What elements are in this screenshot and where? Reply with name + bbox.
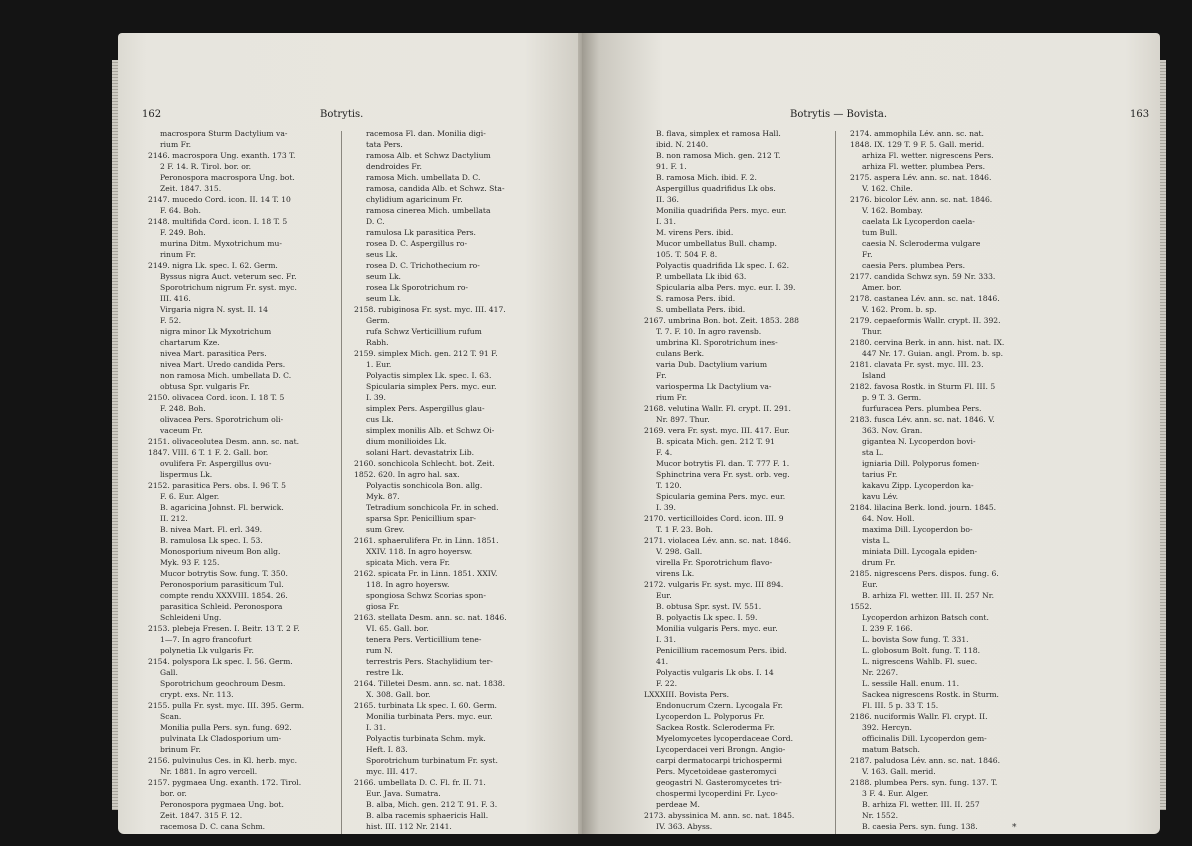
text-line: Peronosporium parasiticum Tul. <box>160 580 284 589</box>
text-line: B. obtusa Spr. syst. IV. 551. <box>656 602 762 611</box>
text-line: L. sessile Hall. enum. 11. <box>862 679 960 688</box>
text-line: B. arhiza Fl. wetter. III. II. 257 Nr. <box>862 591 994 600</box>
text-line: 2186. nuciformis Wallr. Fl. crypt. II. <box>850 712 988 721</box>
text-line: miniata Dill. Lycogala epiden- <box>862 547 978 556</box>
text-line: Peronospora macrospora Ung. bot. <box>160 173 295 182</box>
text-line: cus Lk. <box>366 415 394 424</box>
text-line: bor. or. <box>160 789 187 798</box>
text-line: Penicillium racemosum Pers. ibid. <box>656 646 787 655</box>
text-line: Polyactis vulgaris Lk obs. I. 14 <box>656 668 774 677</box>
text-line: X. 308. Gall. bor. <box>366 690 431 699</box>
text-line: simplex Pers. Aspergillus glau- <box>366 404 485 413</box>
text-line: lispermus Lk. <box>160 470 213 479</box>
text-line: Lycoperdon arhizon Batsch cont. <box>862 613 989 622</box>
text-line: 2183. fusca Lév. ann. sc. nat. 1846. V. <box>850 415 995 424</box>
text-line: Fr. <box>656 371 667 380</box>
column-rule <box>341 131 342 834</box>
text-line: Lycoperdacei veri Brongn. Angio- <box>656 745 786 754</box>
text-line: 2161. sphaerulifera Fr. in Linn. 1851. <box>354 536 499 545</box>
text-line: II. 212. <box>160 514 188 523</box>
text-line: sparsa Spr. Penicillium spar- <box>366 514 476 523</box>
text-line: Peronospora pygmaea Ung. bot. <box>160 800 284 809</box>
text-line: L. nigrescens Wahlb. Fl. suec. <box>862 657 978 666</box>
right-column-2 <box>850 128 1026 832</box>
right-column-1 <box>644 128 820 832</box>
text-line: 2164. Tilletei Desm. ann. sc. nat. 1838. <box>354 679 506 688</box>
text-line: Eur. <box>656 591 672 600</box>
text-line: simplex monilis Alb. et Schwz Oi- <box>366 426 495 435</box>
text-line: Sphinctrina vera Fr. syst. orb. veg. <box>656 470 790 479</box>
text-line: caesia Pers. plumbea Pers. <box>862 261 966 270</box>
text-line: F. 249. Boh. <box>160 228 206 237</box>
text-line: arhiza Fl. wetter. plumbea Pers. <box>862 162 986 171</box>
text-line: F. 248. Boh. <box>160 404 206 413</box>
text-line: 1—7. In agro francofurt <box>160 635 252 644</box>
text-line: rufa Schwz Verticillium rufum <box>366 327 482 336</box>
text-line: 2151. olivaceolutea Desm. ann. sc. nat. <box>148 437 300 446</box>
text-line: Polyactis simplex Lk. spec. I. 63. <box>366 371 492 380</box>
text-line: Pers. Mycetoideae gasteromyci <box>656 767 777 776</box>
text-line: Monilia pulla Pers. syn. fung. 692. <box>160 723 292 732</box>
text-line: Aspergillus quadrifidus Lk obs. <box>656 184 776 193</box>
text-line: I. 239 F. 166. <box>862 624 913 633</box>
text-line: vaceum Fr. <box>160 426 203 435</box>
text-line: Myk. 93 F. 125. <box>160 558 220 567</box>
text-line: F. 4. <box>656 448 673 457</box>
text-line: nivea Mart. Uredo candida Pers. <box>160 360 286 369</box>
text-line: nigra minor Lk Myxotrichum <box>160 327 272 336</box>
text-line: 41. <box>656 657 669 666</box>
text-line: Myk. 87. <box>366 492 400 501</box>
text-line: Mucor botrytis Fl. dan. T. 777 F. 1. <box>656 459 790 468</box>
text-line: 447 Nr. 17. Guian. angl. Prom. b. sp. <box>862 349 1004 358</box>
text-line: caesia N. Scleroderma vulgare <box>862 239 981 248</box>
text-line: ramosa Alb. et Schwz Dactylium <box>366 151 491 160</box>
text-line: Island <box>862 371 886 380</box>
text-line: 2188. plumbea Pers. syn. fung. 137. T. <box>850 778 998 787</box>
text-line: Heft. I. 83. <box>366 745 408 754</box>
text-line: compte rendu XXXVIII. 1854. 26. <box>160 591 288 600</box>
text-line: 2169. vera Fr. syst. myc. III. 417. Eur. <box>644 426 790 435</box>
text-line: Endonucrum Czern. Lycogala Fr. <box>656 701 783 710</box>
text-line: caelata Lk Lycoperdon caela- <box>862 217 975 226</box>
text-line: non ramosa Mich. umbellata D. C. <box>160 371 292 380</box>
text-line: I. 39. <box>366 393 386 402</box>
text-line: 2149. nigra Lk. spec. I. 62. Germ. <box>148 261 278 270</box>
text-line: sta L. <box>862 448 884 457</box>
text-line: matum Batsch. <box>862 745 920 754</box>
text-line: Virgaria nigra N. syst. II. 14 <box>160 305 268 314</box>
text-line: B. nivea Mart. Fl. erl. 349. <box>160 525 263 534</box>
text-line: 2172. vulgaris Fr. syst. myc. III 894. <box>644 580 784 589</box>
text-line: 2185. nigrescens Pers. dispos. fung. 6. <box>850 569 999 578</box>
text-line: ramosa cinerea Mich. umbellata <box>366 206 491 215</box>
text-line: 2174. ammophila Lév. ann. sc. nat. <box>850 129 984 138</box>
text-line: rinum Fr. <box>160 250 196 259</box>
text-line: V. 162. Bombay. <box>862 206 923 215</box>
text-line: Lycoperdon L. Polyporus Fr. <box>656 712 765 721</box>
text-line: B. alba racemis sphaericis Hall. <box>366 811 489 820</box>
left-column-2 <box>354 128 530 832</box>
text-line: I. 31. <box>366 723 386 732</box>
left-column-1 <box>148 128 324 832</box>
text-line: Spicularia alba Pers. myc. eur. I. 39. <box>656 283 796 292</box>
text-line: Sporotrichum turbinatum Fr. syst. <box>366 756 498 765</box>
text-line: 91. F. 1. <box>656 162 687 171</box>
text-line: Zeit. 1847. 315 F. 12. <box>160 811 243 820</box>
text-line: ovulifera Fr. Aspergillus ovu- <box>160 459 272 468</box>
text-line: parasitica Schleid. Peronospora <box>160 602 283 611</box>
text-line: 363. Nov. Gran. <box>862 426 923 435</box>
text-line: olivacea Pers. Sporotrichum oli- <box>160 415 284 424</box>
text-line: dendroides Fr. <box>366 162 422 171</box>
text-line: LXXXIII. Bovista Pers. <box>644 690 730 699</box>
text-line: Eur. Java. Sumatra. <box>366 789 441 798</box>
text-line: 2156. pulvinulus Ces. in Kl. herb. myc. <box>148 756 298 765</box>
text-line: terrestris Pers. Stachylidium ter- <box>366 657 493 666</box>
text-line: kavu Lév. <box>862 492 899 501</box>
text-line: crypt. exs. Nr. 113. <box>160 690 234 699</box>
left-page-number: 162 <box>142 109 162 120</box>
text-line: Thur. <box>862 327 883 336</box>
text-line: M. virens Pers. ibid. <box>656 228 734 237</box>
right-page-number: 163 <box>1130 109 1150 120</box>
text-line: ramulosa Lk parasitica Pers. <box>366 228 476 237</box>
footer-mark: * <box>1012 823 1017 833</box>
text-line: D. C. <box>366 217 385 226</box>
text-line: 2165. turbinata Lk spec. I. 60. Germ. <box>354 701 497 710</box>
text-line: officinalis Dill. Lycoperdon gem- <box>862 734 987 743</box>
text-line: 3 F. 4. Eur. Alger. <box>862 789 929 798</box>
text-line: 2150. olivacea Cord. icon. I. 18 T. 5 <box>148 393 285 402</box>
text-line: restre Lk. <box>366 668 404 677</box>
text-line: dium monilioides Lk. <box>366 437 447 446</box>
text-line: V. 298. Gall. <box>656 547 703 556</box>
text-line: Polyactis quadrifida Lk spec. I. 62. <box>656 261 790 270</box>
text-line: Amer. bor. <box>862 283 902 292</box>
text-line: Mucor umbellatus Bull. champ. <box>656 239 777 248</box>
text-line: maxima Dill. Lycoperdon bo- <box>862 525 973 534</box>
text-line: Monilia turbinata Pers. myc. eur. <box>366 712 493 721</box>
text-line: T. 7. F. 10. In agro ravensb. <box>656 327 762 336</box>
text-line: p. 9 T. 3. Germ. <box>862 393 922 402</box>
text-line: 392. Hercyn. <box>862 723 912 732</box>
right-page <box>582 33 1160 834</box>
text-line: F. 22. <box>656 679 677 688</box>
text-line: B. ramosa Mich. ibid. F. 2. <box>656 173 757 182</box>
text-line: rum N. <box>366 646 393 655</box>
text-line: T. 1 F. 23. Boh. <box>656 525 713 534</box>
text-line: tenera Pers. Verticillium tene- <box>366 635 482 644</box>
text-line: I. 39. <box>656 503 676 512</box>
text-line: 2175. aspera Lév. ann. sc. nat. 1846. <box>850 173 992 182</box>
text-line: seum Lk. <box>366 272 401 281</box>
text-line: 2159. simplex Mich. gen. 212 T. 91 F. <box>354 349 498 358</box>
text-line: P. umbellata Lk ibid 63. <box>656 272 747 281</box>
text-line: Nr. 897. Thur. <box>656 415 710 424</box>
text-line: seum Lk. <box>366 294 401 303</box>
text-line: pulvinata Lk Cladosporium um- <box>160 734 282 743</box>
text-line: gigantea N. Lycoperdon bovi- <box>862 437 976 446</box>
text-line: B. non ramosa Mich. gen. 212 T. <box>656 151 781 160</box>
text-line: 2178. castanea Lév. ann. sc. nat. 1846. <box>850 294 1000 303</box>
text-line: brinum Fr. <box>160 745 201 754</box>
text-line: 2181. clavata Fr. syst. myc. III. 23. <box>850 360 984 369</box>
text-line: 2176. bicolor Lév. ann. sc. nat. 1846. <box>850 195 993 204</box>
text-line: furfuracea Pers. plumbea Pers. <box>862 404 982 413</box>
text-line: Fr. <box>862 250 873 259</box>
text-line: B. caesia Pers. syn. fung. 138. <box>862 822 978 831</box>
text-line: myc. III. 417. <box>366 767 418 776</box>
text-line: ramosa Mich. umbellata D. C. <box>366 173 481 182</box>
text-line: I. 31. <box>656 217 676 226</box>
text-line: Fl. III. 5 p. 33 T. 15. <box>862 701 939 710</box>
left-page <box>118 33 596 834</box>
text-line: Sporotrichum nigrum Fr. syst. myc. <box>160 283 297 292</box>
text-line: T. 120. <box>656 481 682 490</box>
text-line: 2179. cepaeformis Wallr. crypt. II. 392. <box>850 316 1001 325</box>
text-line: B. alba, Mich. gen. 212 T. 91. F. 3. <box>366 800 498 809</box>
text-line: I. 31. <box>656 635 676 644</box>
text-line: 2155. pulla Fr. syst. myc. III. 395. Germ. <box>148 701 305 710</box>
text-line: carpi dermatocarpi trichospermi <box>656 756 782 765</box>
text-line: 2158. rubiginosa Fr. syst. myc. III. 417. <box>354 305 506 314</box>
text-line: VI. 65. Gall. bor. <box>366 624 429 633</box>
text-line: B. polyactis Lk spec. I. 59. <box>656 613 758 622</box>
text-line: hist. III. 112 Nr. 2141. <box>366 822 452 831</box>
text-line: chylidium agaricinum Fr. <box>366 195 463 204</box>
text-line: Polyactis turbinata Schm. myk. <box>366 734 486 743</box>
text-line: 2152. parasitica Pers. obs. I. 96 T. 5 <box>148 481 286 490</box>
text-line: umbrina Kl. Sporotrichum ines- <box>656 338 778 347</box>
text-line: Mucor botrytis Sow. fung. T. 350. <box>160 569 288 578</box>
text-line: Zeit. 1847. 315. <box>160 184 222 193</box>
text-line: B. arhiza Fl. wetter. III. II. 257 <box>862 800 980 809</box>
text-line: Byssus nigra Auct. veterum sec. Fr. <box>160 272 297 281</box>
text-line: B. spicata Mich. gen. 212 T. 91 <box>656 437 775 446</box>
text-line: 2162. spicata Fr. in Linn. 1851. XXIV. <box>354 569 498 578</box>
text-line: Nr. 1552. <box>862 811 899 820</box>
text-line: 2153. plebeja Fresen. I. Beitr. 13 T. 2 F. <box>148 624 300 633</box>
text-line: 105. T. 504 F. 8. <box>656 250 718 259</box>
text-line: racemosa D. C. cana Schm. <box>160 822 266 831</box>
text-line: arhiza Fl. wetter. nigrescens Pers. <box>862 151 994 160</box>
text-line: F. 64. Boh. <box>160 206 201 215</box>
text-line: drum Fr. <box>862 558 896 567</box>
text-line: ramosa, candida Alb. et Schwz. Sta- <box>366 184 505 193</box>
text-line: Scan. <box>160 712 182 721</box>
text-line: 2157. pygmaea Ung. exanth. 172. Tirol. <box>148 778 302 787</box>
text-line: virella Fr. Sporotrichum flavo- <box>656 558 773 567</box>
text-line: tarius Fr. <box>862 470 898 479</box>
text-line: 64. Nov. Holl. <box>862 514 915 523</box>
text-line: polynetia Lk vulgaris Fr. <box>160 646 254 655</box>
text-line: III. 416. <box>160 294 191 303</box>
text-line: Spicularia gemina Pers. myc. eur. <box>656 492 786 501</box>
text-line: solani Hart. devastatrix Lib. <box>366 448 475 457</box>
text-line: Sporotrichum geochroum Desm. <box>160 679 286 688</box>
text-line: Rabh. <box>366 338 389 347</box>
text-line: 2180. cervina Berk. in ann. hist. nat. IX. <box>850 338 1005 347</box>
text-line: 2187. paludosa Lév. ann. sc. nat. 1846. <box>850 756 1001 765</box>
text-line: Gall. <box>160 668 178 677</box>
text-line: Polyactis sonchicola Bon. allg. <box>366 481 483 490</box>
text-line: Sackea nigrescens Rostk. in Sturm. <box>862 690 999 699</box>
text-line: virens Lk. <box>656 569 695 578</box>
text-line: 1. Eur. <box>366 360 392 369</box>
text-line: spongiosa Schwz Scorias spon- <box>366 591 486 600</box>
text-line: Sackea Rostk. Scleroderma Fr. <box>656 723 775 732</box>
text-line: L. globosum Bolt. fung. T. 118. <box>862 646 980 655</box>
text-line: seus Lk. <box>366 250 398 259</box>
text-line: V. 163. Gall. merid. <box>862 767 936 776</box>
text-line: geogastri N. Gasteromycetes tri- <box>656 778 782 787</box>
text-line: 2146. macrospora Ung. exanth. 173 T. <box>148 151 296 160</box>
text-line: 1552. <box>850 602 872 611</box>
text-line: Eur. <box>862 580 878 589</box>
text-line: sum Grev. <box>366 525 405 534</box>
text-line: rium Fr. <box>656 393 688 402</box>
text-line: XXIV. 118. In agro hoyersw. <box>366 547 473 556</box>
text-line: 2167. umbrina Bon. bot. Zeit. 1853. 288 <box>644 316 799 325</box>
text-line: perdeae M. <box>656 800 700 809</box>
text-line: 2170. verticilloides Cord. icon. III. 9 <box>644 514 784 523</box>
text-line: 2171. violacea Lév. ann. sc. nat. 1846. <box>644 536 791 545</box>
text-line: 1847. VIII. 6 T. 1 F. 2. Gall. bor. <box>148 448 269 457</box>
text-line: Monilia vulgaris Pers. myc. eur. <box>656 624 778 633</box>
text-line: 2184. lilacina Berk. lond. journ. 1845. <box>850 503 997 512</box>
text-line: L. bovista Sow fung. T. 331. <box>862 635 969 644</box>
text-line: giosa Fr. <box>366 602 400 611</box>
text-line: 2173. abyssinica M. ann. sc. nat. 1845. <box>644 811 795 820</box>
text-line: varia Dub. Dactylium varium <box>656 360 768 369</box>
text-line: B. flava, simplex et ramosa Hall. <box>656 129 781 138</box>
text-line: 1852. 620. In agro hal. sax. <box>354 470 460 479</box>
text-line: IV. 363. Abyss. <box>656 822 713 831</box>
text-line: tum Bull. <box>862 228 898 237</box>
text-line: 2154. polyspora Lk spec. I. 56. Germ. <box>148 657 293 666</box>
text-line: 2177. candida Schwz syn. 59 Nr. 333. <box>850 272 996 281</box>
text-line: B. ramulosa Lk spec. I. 53. <box>160 536 263 545</box>
text-line: chospermi lycoperdini Fr. Lyco- <box>656 789 778 798</box>
text-line: ibid. N. 2140. <box>656 140 709 149</box>
text-line: 2160. sonchicola Schlecht. bot. Zeit. <box>354 459 495 468</box>
text-line: 2182. favosa Rostk. in Sturm Fl. III. 5 <box>850 382 996 391</box>
text-line: 2168. velutina Wallr. Fl. crypt. II. 291. <box>644 404 791 413</box>
text-line: Germ. <box>366 316 390 325</box>
text-line: culans Berk. <box>656 349 705 358</box>
text-line: 1848. IX. 129 T. 9 F. 5. Gall. merid. <box>850 140 985 149</box>
text-line: murina Ditm. Myxotrichum mu- <box>160 239 282 248</box>
text-line: B. agaricina Johnst. Fl. berwick. <box>160 503 284 512</box>
text-line: nivea Mart. parasitica Pers. <box>160 349 267 358</box>
text-line: Nr. 2267. <box>862 668 899 677</box>
text-line: Nr. 1881. In agro vercell. <box>160 767 258 776</box>
text-line: 2163. stellata Desm. ann. sc. nat. 1846. <box>354 613 507 622</box>
text-line: Tetradium sonchicola Fr. in sched. <box>366 503 499 512</box>
text-line: chartarum Kze. <box>160 338 220 347</box>
text-line: tata Pers. <box>366 140 403 149</box>
text-line: obtusa Spr. vulgaris Fr. <box>160 382 250 391</box>
text-line: Monosporium niveum Bon allg. <box>160 547 281 556</box>
text-line: F. 52. <box>160 316 181 325</box>
text-line: variospermа Lk Dactylium va- <box>656 382 772 391</box>
text-line: S. ramosa Pers. ibid. <box>656 294 736 303</box>
text-line: rosea Lk Sporotrichum ro- <box>366 283 468 292</box>
text-line: F. 6. Eur. Alger. <box>160 492 220 501</box>
text-line: vista L. <box>862 536 891 545</box>
text-line: 2 F. 14. R. Tirol. bor. or. <box>160 162 251 171</box>
text-line: Spicularia simplex Pers. myc. eur. <box>366 382 497 391</box>
text-line: 2166. umbellata D. C. Fl. fr. II. 71. <box>354 778 486 787</box>
text-line: V. 162. Chile. <box>862 184 913 193</box>
text-line: Myelomycetes lycoperdaceae Cord. <box>656 734 794 743</box>
right-running-head: Botrytis — Bovista. <box>790 109 888 120</box>
text-line: 2147. mucedo Cord. icon. II. 14 T. 10 <box>148 195 291 204</box>
text-line: racemosa Fl. dan. Monilia digi- <box>366 129 486 138</box>
text-line: Schleideni Ung. <box>160 613 222 622</box>
text-line: igniaria Dill. Polyporus fomen- <box>862 459 980 468</box>
text-line: spicata Mich. vera Fr. <box>366 558 450 567</box>
text-line: Monilia quadrifida Pers. myc. eur. <box>656 206 787 215</box>
text-line: 118. In agro hoyersw. <box>366 580 450 589</box>
column-rule <box>835 131 836 834</box>
text-line: rium Fr. <box>160 140 192 149</box>
text-line: 2148. multifida Cord. icon. I. 18 T. 5 <box>148 217 288 226</box>
text-line: macrospora Sturm Dactylium va- <box>160 129 288 138</box>
text-line: rosea D. C. Trichothecium ro- <box>366 261 480 270</box>
text-line: V. 162. Prom. b. sp. <box>862 305 937 314</box>
text-line: S. umbellata Pers. ibid. <box>656 305 746 314</box>
text-line: rosea D. C. Aspergillus ro- <box>366 239 468 248</box>
text-line: kakavu Zipp. Lycoperdon ka- <box>862 481 974 490</box>
left-running-head: Botrytis. <box>320 109 364 120</box>
text-line: II. 36. <box>656 195 679 204</box>
